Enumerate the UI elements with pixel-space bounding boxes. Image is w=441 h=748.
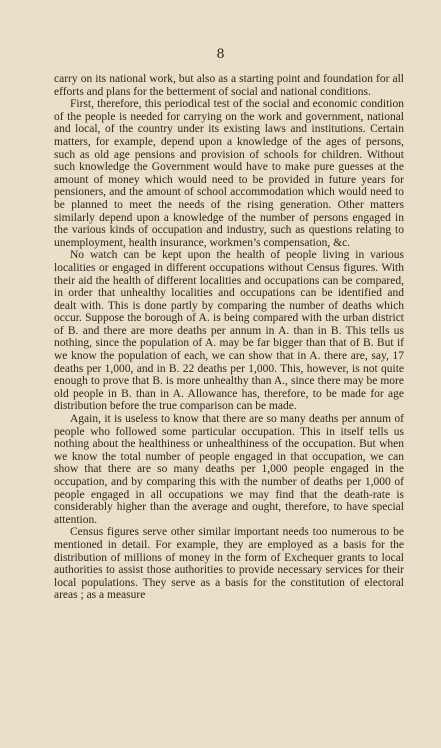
paragraph-occupation-deaths: Again, it is useless to know that there are so many deaths per annum of people who followed some particular occupation. This in itself tells us nothing about the healthiness or unhealthiness of the occupation. But when we know the total number of people engaged in that occupation, we can show that there are so many deaths per 1,000 people engaged in the occupation, and by comparing this with the number of deaths per 1,000 of people engaged in all occupations we may find that the death-rate is considerably higher than the average and ought, therefore, to have special attention. — [54, 413, 404, 526]
paragraph-other-needs: Census figures serve other similar important needs too numerous to be mentioned in detail. For example, they are employed as a basis for the distribution of millions of money in the form of Exchequer grants to local authorities to assist those authorities to provide necessary services for their local populations. They serve as a basis for the constitution of electoral areas ; as a measure — [54, 526, 404, 602]
page-number: 8 — [216, 47, 225, 62]
paragraph-continuation: carry on its national work, but also as a starting point and foundation for all efforts and plans for the betterment of social and national conditions. — [54, 73, 404, 98]
paragraph-government-needs: First, therefore, this periodical test of the social and economic condition of the people is needed for carrying on the work and government, national and local, of the country under its existing laws and institutions. Certain matters, for example, depend upon a knowledge of the ages of persons, such as old age pensions and provision of schools for children. Without such knowledge the Government would have to make pure guesses at the amount of money which would need to be provided in future years for pensioners, and the amount of school accommodation which would need to be planned to meet the needs of the rising generation. Other matters similarly depend upon a knowledge of the number of persons engaged in the various kinds of occupation and industry, such as questions relating to unemployment, health insurance, workmen’s compensation, &c. — [54, 98, 404, 249]
body-text — [54, 73, 404, 602]
paragraph-health-localities: No watch can be kept upon the health of people living in various localities or engaged in different occupations without Census figures. With their aid the health of different localities and occupations can be compared, in order that unhealthy localities and occupations can be identified and dealt with. This is done partly by comparing the number of deaths which occur. Suppose the borough of A. is being compared with the urban district of B. and there are more deaths per annum in A. than in B. This tells us nothing, since the population of A. may be far bigger than that of B. But if we know the population of each, we can show that in A. there are, say, 17 deaths per 1,000, and in B. 22 deaths per 1,000. This, however, is not quite enough to prove that B. is more unhealthy than A., since there may be more old people in B. than in A. Allowance has, therefore, to be made for age distribution before the true comparison can be made. — [54, 249, 404, 413]
